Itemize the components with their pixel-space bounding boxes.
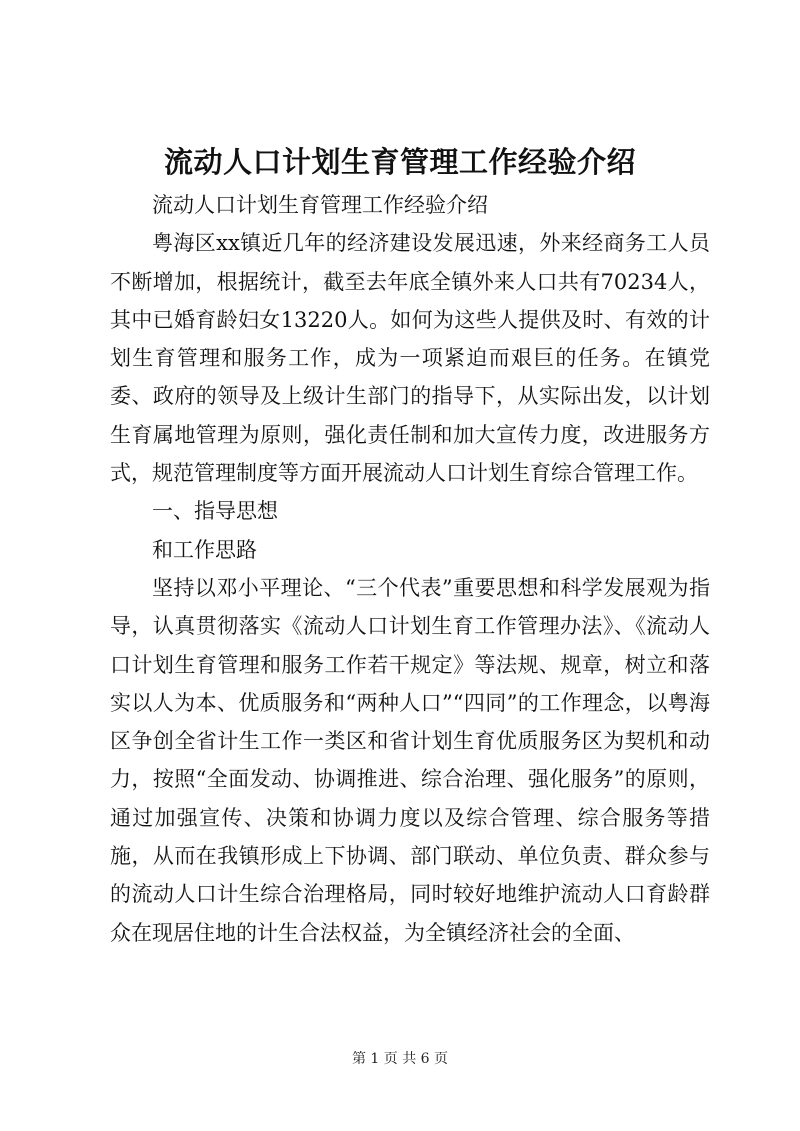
page-title: 流动人口计划生育管理工作经验介绍 <box>163 145 636 179</box>
page-number-footer: 第 1 页 共 6 页 <box>351 1051 449 1067</box>
intro-paragraph: 粤海区xx镇近几年的经济建设发展迅速，外来经商务工人员不断增加，根据统计，截至去年底全镇外来人口共有70234人，其中已婚育龄妇女13220人。如何为这些人提供及时、有效的计划生育管理和服务工作，成为一项紧迫而艰巨的任务。在镇党委、政府的领导及上级计生部门的指导下，从实际出发，以计划生育属地管理为原则，强化责任制和加大宣传力度，改进服务方式，规范管理制度等方面开展流动人口计划生育综合管理工作。 <box>110 231 710 486</box>
section-heading: 一、指导思想 <box>152 499 278 524</box>
subtitle-paragraph: 流动人口计划生育管理工作经验介绍 <box>152 193 488 217</box>
document-body <box>110 186 710 952</box>
body-paragraph: 坚持以邓小平理论、“三个代表”重要思想和科学发展观为指导，认真贯彻落实《流动人口计划生育工作管理办法》、《流动人口计划生育管理和服务工作若干规定》等法规、规章，树立和落实以人为本、优质服务和“两种人口”“四同”的工作理念，以粤海区争创全省计生工作一类区和省计划生育优质服务区为契机和动力，按照“全面发动、协调推进、综合治理、强化服务”的原则，通过加强宣传、决策和协调力度以及综合管理、综合服务等措施，从而在我镇形成上下协调、部门联动、单位负责、群众参与的流动人口计生综合治理格局，同时较好地维护流动人口育龄群众在现居住地的计生合法权益，为全镇经济社会的全面、 <box>110 575 710 945</box>
section-heading-continued: 和工作思路 <box>152 537 257 562</box>
